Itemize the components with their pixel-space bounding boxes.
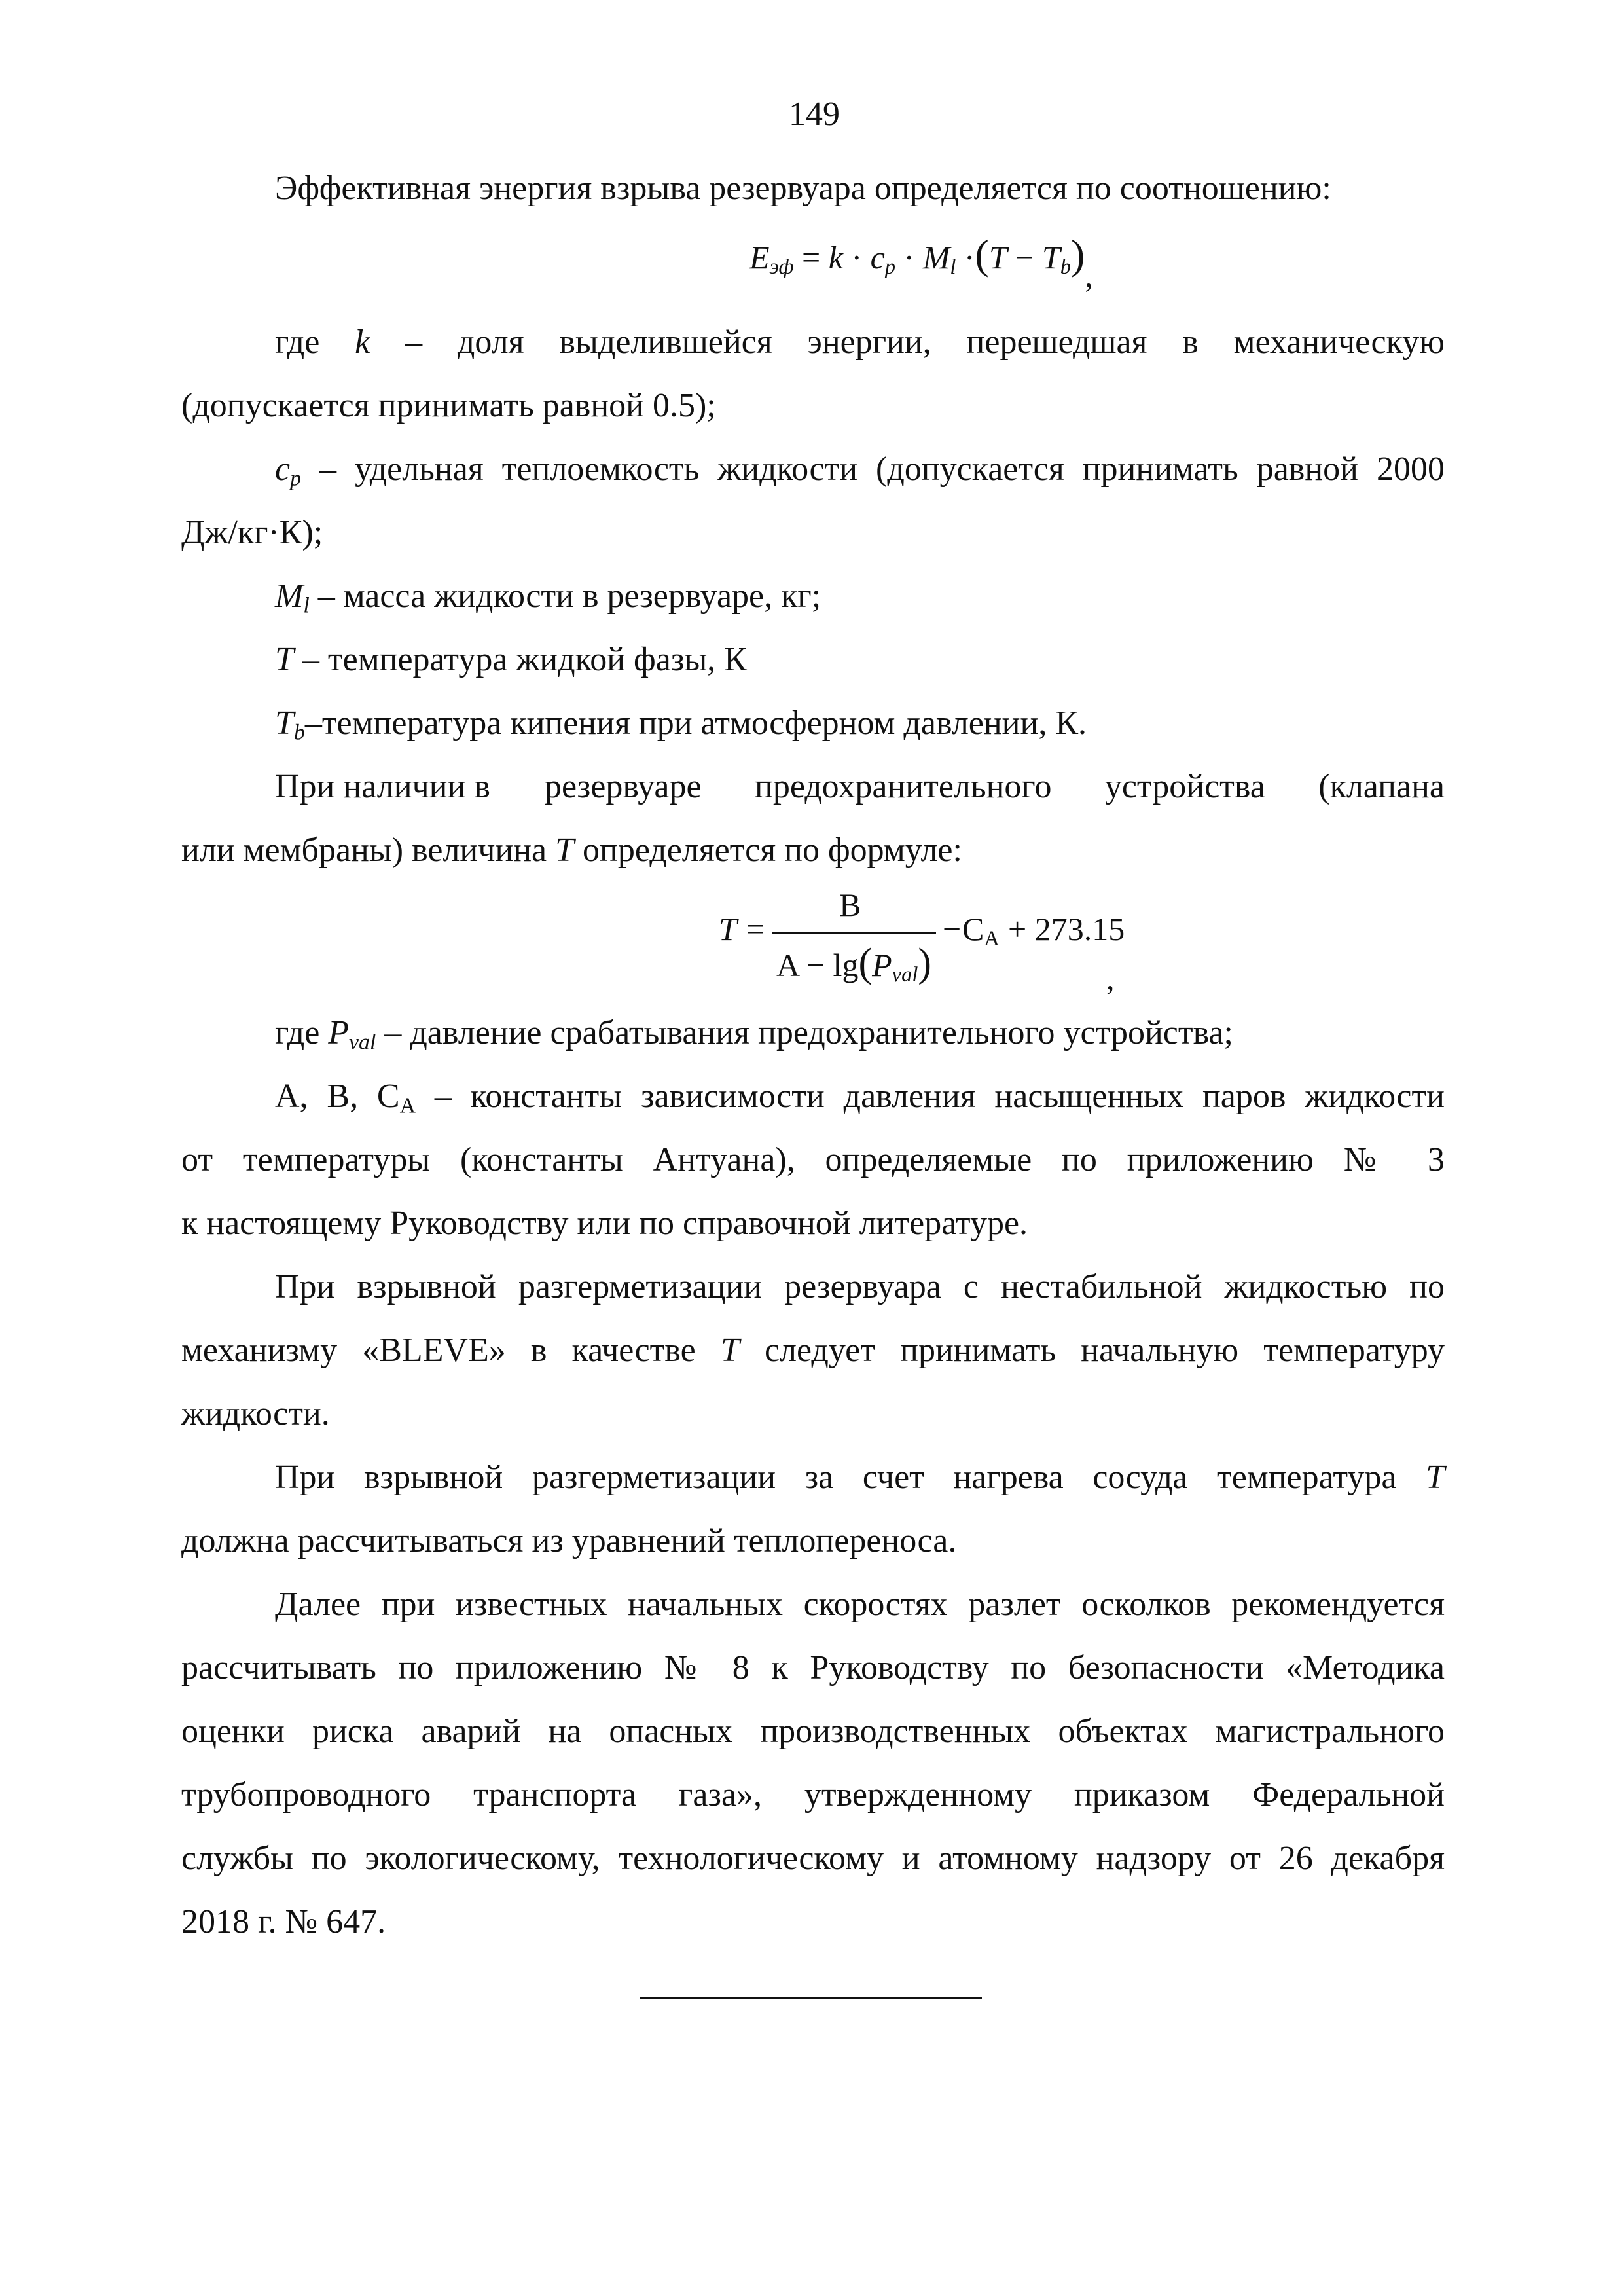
t-var: T xyxy=(275,641,294,678)
intro-text: Эффективная энергия взрыва резервуара определяется по соотношению: xyxy=(275,170,1331,207)
formula1-m-sub: l xyxy=(950,255,956,280)
formula1-close: ) xyxy=(1070,231,1085,278)
formula2-constant: + 273.15 xyxy=(1008,911,1125,947)
formula1-comma: , xyxy=(1085,257,1093,294)
formula-effective-energy xyxy=(749,230,1093,294)
tb-sub: b xyxy=(293,720,305,745)
formula2-eq: = xyxy=(746,911,765,947)
abc-sub: A xyxy=(399,1093,416,1118)
where-k-var: k xyxy=(355,323,370,361)
formula1-dot-1: · xyxy=(851,239,863,276)
t-text: – температура жидкой фазы, К xyxy=(302,641,747,678)
formula1-dot-3: · xyxy=(964,239,975,276)
final-paragraph-line3: оценки риска аварий на опасных производственных объектах магистрального xyxy=(181,1713,1445,1750)
pval-var: P xyxy=(328,1014,350,1051)
tb-var: T xyxy=(275,704,294,742)
formula2-lhs: T xyxy=(719,911,737,947)
ml-text: – масса жидкости в резервуаре, кг; xyxy=(317,577,821,615)
formula1-m: M xyxy=(922,239,950,276)
page-number: 149 xyxy=(789,96,840,133)
closing-separator-line xyxy=(640,1997,982,1999)
bleve-line2-a: механизму «BLEVE» в качестве xyxy=(181,1332,696,1369)
formula1-minus: − xyxy=(1015,239,1034,276)
final-paragraph-line4: трубопроводного транспорта газа», утвержденному приказом Федеральной xyxy=(181,1776,1445,1813)
formula1-k: k xyxy=(828,239,843,276)
ml-var: M xyxy=(275,577,304,615)
bleve-paragraph-line1: При взрывной разгерметизации резервуара с нестабильной жидкостью по xyxy=(275,1268,1445,1305)
heat-paragraph-line1 xyxy=(275,1458,1445,1497)
abc-definition-line3: к настоящему Руководству или по справочной литературе. xyxy=(181,1205,1028,1242)
heat-paragraph-line2: должна рассчитываться из уравнений теплопереноса. xyxy=(181,1522,957,1559)
final-paragraph-line2: рассчитывать по приложению № 8 к Руководству по безопасности «Методика xyxy=(181,1649,1445,1686)
formula2-minus: − xyxy=(943,911,962,947)
formula2-den-var: P xyxy=(872,947,892,983)
heat-line1-a: При взрывной разгерметизации за счет нагрева сосуда температура xyxy=(275,1459,1397,1496)
final-paragraph-line1: Далее при известных начальных скоростях разлет осколков рекомендуется xyxy=(275,1586,1445,1623)
formula2-comma: , xyxy=(1106,960,1115,996)
abc-definition-line1 xyxy=(275,1077,1445,1116)
cp-definition-line2: Дж/кг·К); xyxy=(181,514,323,551)
abc-vars: A, B, C xyxy=(275,1078,400,1115)
formula1-dot-2: · xyxy=(903,239,915,276)
ml-sub: l xyxy=(303,593,310,618)
formula1-tb-sub: b xyxy=(1060,255,1071,280)
formula2-den-open: ( xyxy=(858,941,873,985)
pval-sub: val xyxy=(349,1030,376,1055)
tb-text: –температура кипения при атмосферном давлении, К. xyxy=(304,704,1087,742)
formula2-c-sub: A xyxy=(984,927,1000,951)
cp-sub: p xyxy=(290,466,301,491)
bleve-paragraph-line3: жидкости. xyxy=(181,1395,330,1432)
formula1-c-sub: p xyxy=(884,255,896,280)
t-definition xyxy=(275,640,747,679)
valve-line2-b: определяется по формуле: xyxy=(583,831,962,869)
cp-definition-line1 xyxy=(275,450,1445,491)
final-paragraph-line5: службы по экологическому, технологическому и атомному надзору от 26 декабря xyxy=(181,1840,1445,1877)
formula2-numerator: B xyxy=(839,886,861,923)
heat-line1-var: T xyxy=(1426,1459,1445,1496)
formula1-t: T xyxy=(988,239,1007,276)
formula2-den-sub: val xyxy=(892,963,918,987)
formula2-den-a: A − lg xyxy=(776,947,859,983)
formula2-denominator xyxy=(776,940,931,987)
valve-line2-var: T xyxy=(555,831,575,869)
where-k-lead: где xyxy=(275,323,320,361)
formula2-c xyxy=(962,910,1000,951)
cp-var: c xyxy=(275,450,291,488)
pval-lead: где xyxy=(275,1014,320,1051)
abc-symbols xyxy=(275,1078,416,1118)
formula2-fraction-bar xyxy=(772,932,936,934)
abc-text: – константы зависимости давления насыщенных паров жидкости xyxy=(434,1078,1445,1115)
valve-line2-a: или мембраны) величина xyxy=(181,831,547,869)
formula1-lhs-sub: эф xyxy=(769,255,794,280)
where-k-line2: (допускается принимать равной 0.5); xyxy=(181,387,716,424)
valve-paragraph-line1a: При наличии в xyxy=(275,768,490,805)
formula2-c-letter: C xyxy=(962,911,984,947)
pval-text: – давление срабатывания предохранительного устройства; xyxy=(384,1014,1233,1051)
abc-definition-line2: от температуры (константы Антуана), определяемые по приложению № 3 xyxy=(181,1141,1445,1178)
formula1-eq: = xyxy=(802,239,821,276)
formula2-den-close: ) xyxy=(918,941,932,985)
bleve-paragraph-line2 xyxy=(181,1331,1445,1370)
bleve-line2-b: следует принимать начальную температуру xyxy=(764,1332,1445,1369)
final-paragraph-line6: 2018 г. № 647. xyxy=(181,1903,386,1941)
valve-paragraph-line2 xyxy=(181,831,962,869)
formula1-c: c xyxy=(870,239,885,276)
formula1-open: ( xyxy=(975,231,989,278)
bleve-line2-var: T xyxy=(720,1332,740,1369)
valve-paragraph-line1b: резервуаре предохранительного устройства (клапана xyxy=(545,768,1445,805)
tb-definition xyxy=(275,704,1087,745)
ml-definition xyxy=(275,577,821,618)
formula1-lhs: E xyxy=(749,239,770,276)
where-k-line1 xyxy=(275,323,1445,361)
formula1-tb: T xyxy=(1041,239,1060,276)
pval-definition xyxy=(275,1013,1233,1055)
cp-text: – удельная теплоемкость жидкости (допускается принимать равной 2000 xyxy=(319,450,1445,488)
where-k-text: – доля выделившейся энергии, перешедшая в механическую xyxy=(405,323,1445,361)
cp-symbol xyxy=(275,450,301,491)
